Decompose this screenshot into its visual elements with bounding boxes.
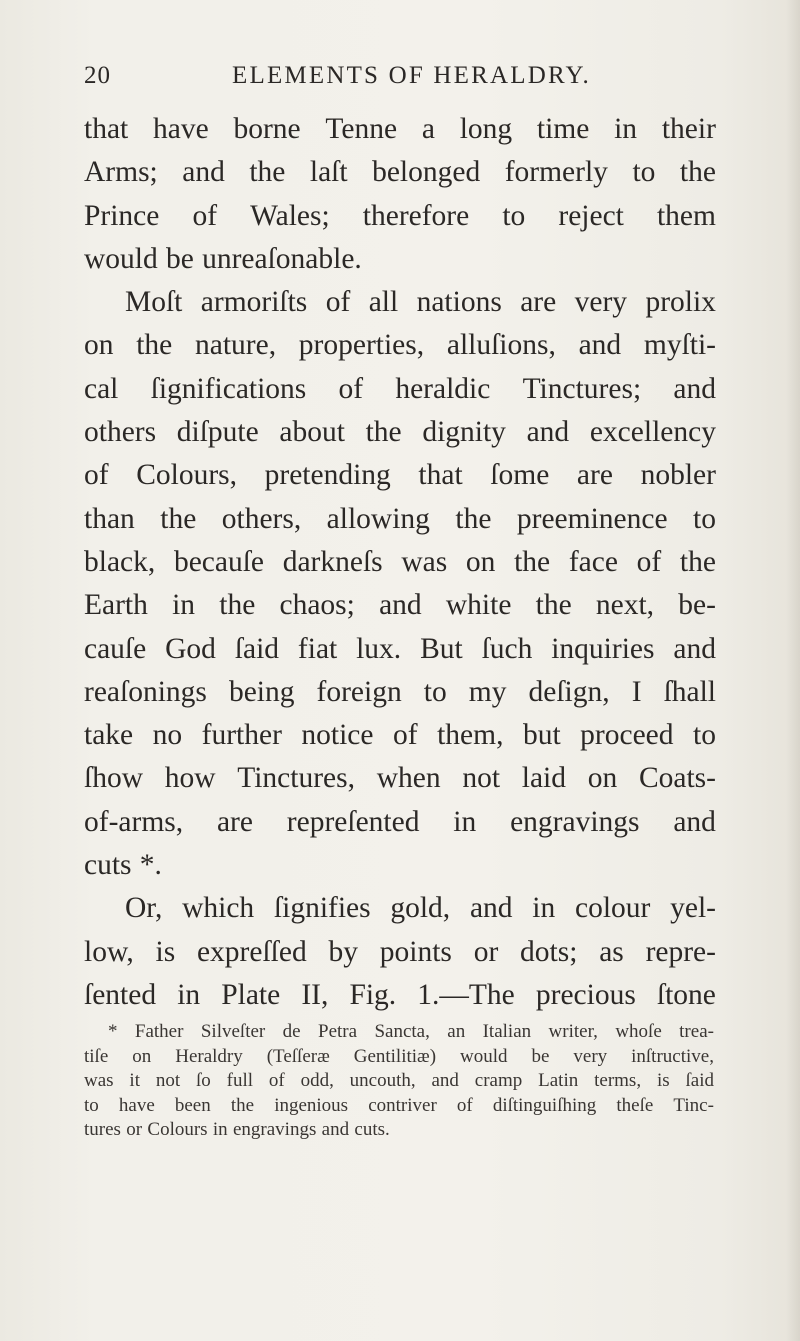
text-line: black, becauſe darkneſs was on the face of the [84, 545, 716, 578]
body-text [84, 108, 716, 1017]
text-line: that have borne Tenne a long time in their [84, 113, 716, 145]
text-line: would be unreaſonable. [84, 242, 362, 275]
text-line: on the nature, properties, alluſions, and myſti- [84, 329, 716, 362]
footnote-line: tures or Colours in engravings and cuts. [84, 1119, 390, 1140]
footnote-line: * Father Silveſter de Petra Sancta, an Italian writer, whoſe trea- [108, 1021, 714, 1042]
text-line: others diſpute about the dignity and excellency [84, 416, 716, 449]
footnote-line: tiſe on Heraldry (Teſſeræ Gentilitiæ) would be very inſtructive, [84, 1045, 714, 1067]
text-line: than the others, allowing the preeminence to [84, 502, 716, 535]
text-line: of-arms, are repreſented in engravings and [84, 805, 716, 838]
page-edge-shadow [786, 0, 800, 1341]
text-line: Prince of Wales; therefore to reject them [84, 199, 716, 232]
footnote-line: was it not ſo full of odd, uncouth, and cramp Latin terms, is ſaid [84, 1070, 714, 1091]
page-header [84, 62, 724, 96]
page-number: 20 [84, 62, 111, 89]
text-line: Arms; and the laſt belonged formerly to the [84, 156, 716, 189]
running-head: ELEMENTS OF HERALDRY. [232, 62, 591, 89]
footnote [84, 1020, 720, 1143]
text-line: cauſe God ſaid fiat lux. But ſuch inquiries and [84, 632, 716, 665]
text-line: of Colours, pretending that ſome are nobler [84, 459, 716, 492]
text-line: Moſt armoriſts of all nations are very prolix [125, 286, 716, 319]
text-line: ſented in Plate II, Fig. 1.—The precious ſtone [84, 978, 716, 1011]
text-line: Or, which ſignifies gold, and in colour yel- [125, 892, 716, 925]
text-line: cal ſignifications of heraldic Tinctures; and [84, 372, 716, 405]
text-line: Earth in the chaos; and white the next, be- [84, 589, 716, 622]
text-line: low, is expreſſed by points or dots; as repre- [84, 935, 716, 968]
text-line: ſhow how Tinctures, when not laid on Coats- [84, 762, 716, 795]
text-line: reaſonings being foreign to my deſign, I ſhall [84, 675, 716, 708]
text-line: take no further notice of them, but proceed to [84, 719, 716, 752]
text-line: cuts *. [84, 849, 162, 882]
footnote-line: to have been the ingenious contriver of diſtinguiſhing theſe Tinc- [84, 1094, 714, 1116]
